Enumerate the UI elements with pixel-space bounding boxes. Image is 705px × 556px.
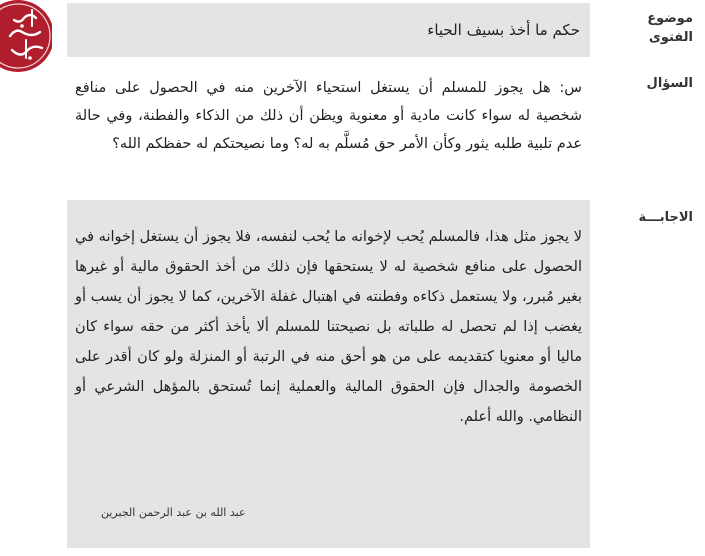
calligraphy-seal-icon: [0, 0, 52, 92]
question-text: س: هل يجوز للمسلم أن يستغل استحياء الآخرين منه في الحصول على منافع شخصية له سواء كانت مادية أو معنوية ويظن أن ذلك من الذكاء والفطنة، وفي حالة عدم تلبية طلبه يثور وكأن الأمر حق مُسلَّم به له؟ وما نصيحتكم له حفظكم الله؟: [75, 80, 582, 152]
question-box: [67, 68, 590, 192]
fatwa-subject: حكم ما أخذ بسيف الحياء: [427, 21, 580, 39]
answer-box: [67, 200, 590, 548]
question-label: السؤال: [646, 76, 693, 91]
site-seal-logo[interactable]: [0, 0, 52, 92]
subject-label: موضوع الفتوى: [647, 11, 693, 45]
answer-label: الاجابـــة: [638, 210, 693, 225]
answer-text: لا يجوز مثل هذا، فالمسلم يُحب لإخوانه ما يُحب لنفسه، فلا يجوز أن يستغل إخوانه في الحصول على منافع شخصية له لا يستحقها فإن ذلك من أخذ الحقوق مالية أو غيرها بغير مُبرر، ولا يستعمل ذكاءه وفطنته في اهتبال غفلة الآخرين، كما لا يجوز أن يسب أو يغضب إذا لم تحصل له طلباته بل نصيحتنا للمسلم ألا يأخذ أكثر من حقه سواء كان ماليا أو معنويا كتقديمه على من هو أحق منه في الرتبة أو المنزلة ولو كان أقدر على الخصومة والجدال فإن الحقوق المالية والعملية إنما تُستحق بالمؤهل الشرعي أو النظامي. والله أعلم.: [75, 229, 582, 425]
subject-box: [67, 3, 590, 57]
signature: عبد الله بن عبد الرحمن الجبرين: [101, 506, 246, 519]
